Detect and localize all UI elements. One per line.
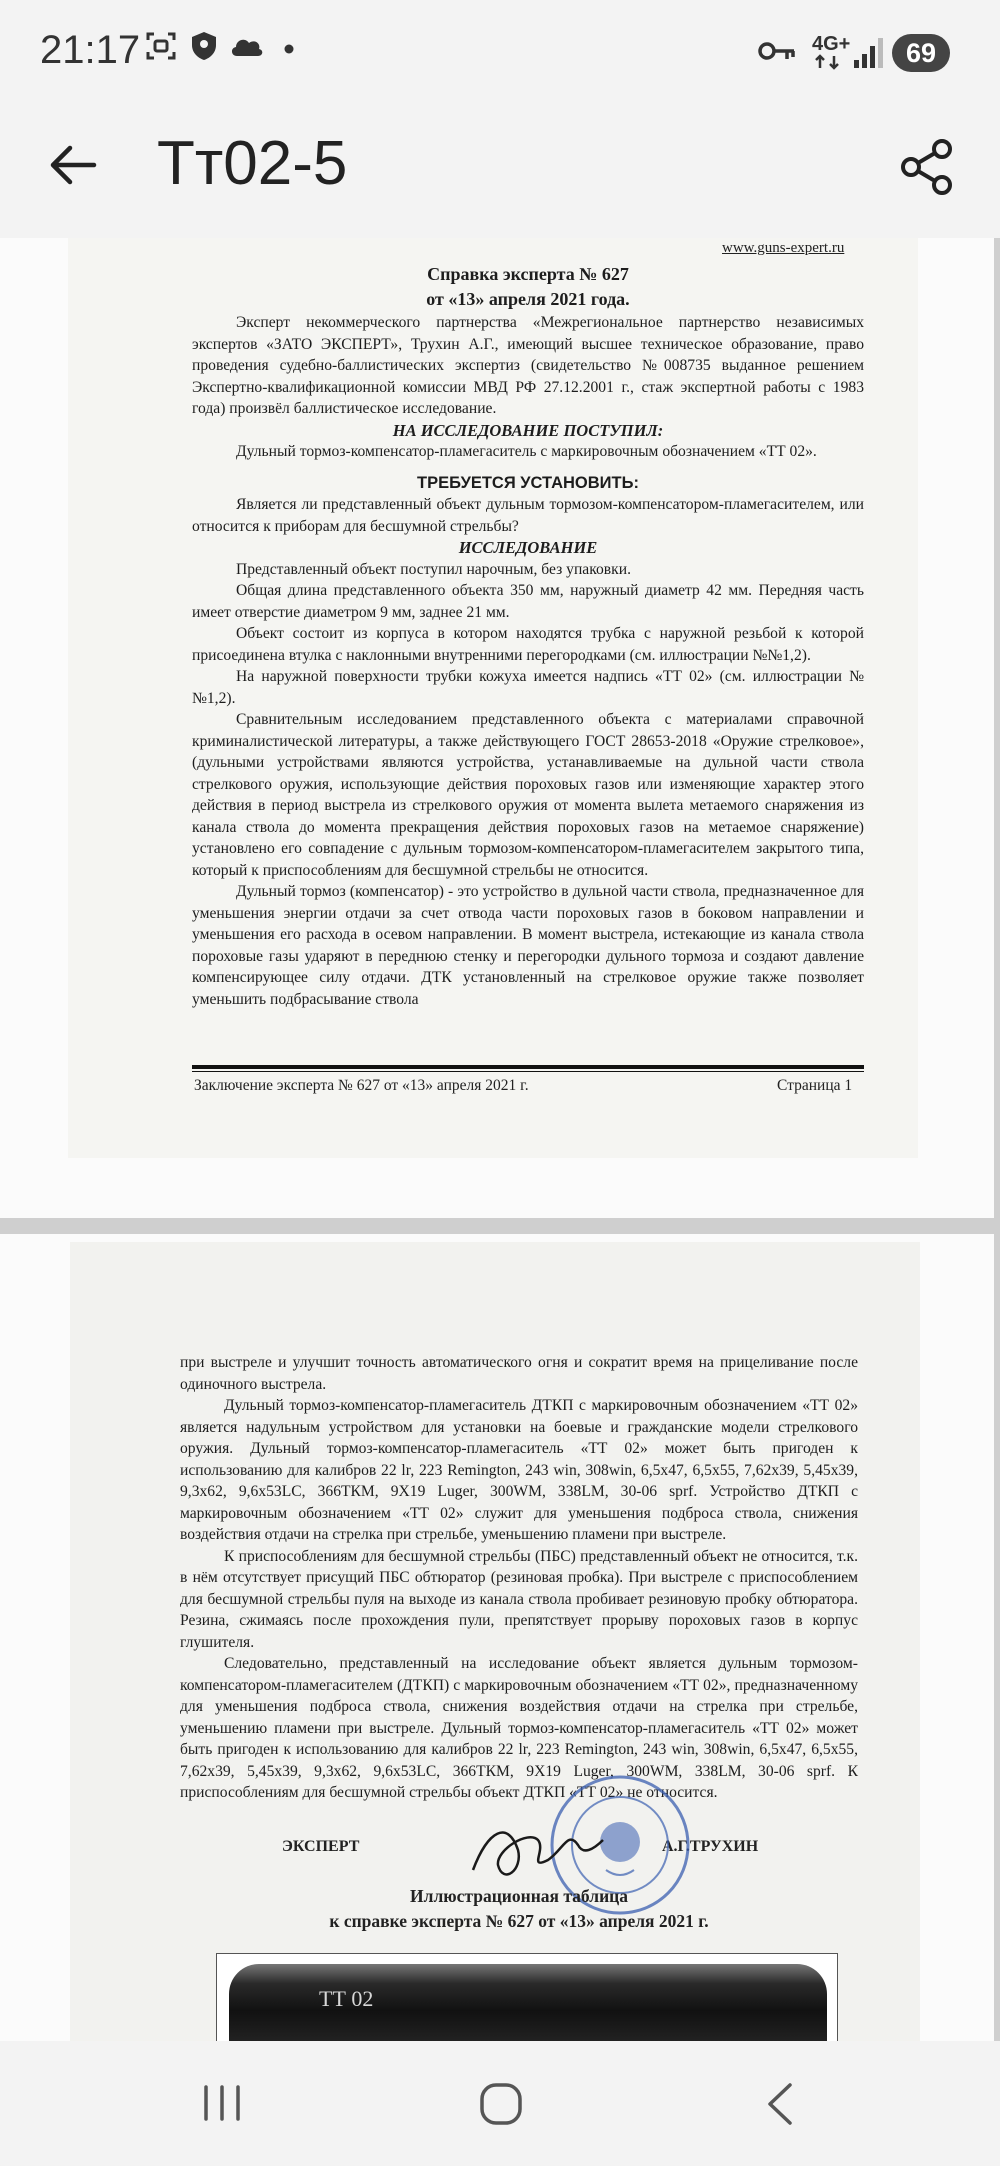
photo-label: ТТ 02	[319, 1986, 374, 2011]
back-arrow-icon[interactable]	[48, 140, 98, 190]
received-text: Дульный тормоз-компенсатор-пламегаситель с маркировочным обозначением «ТТ 02».	[236, 443, 817, 460]
signature	[468, 1810, 608, 1890]
page-footer-right: Страница 1	[777, 1077, 853, 1094]
doc-heading: Справка эксперта № 627	[427, 264, 629, 284]
section-research: ИССЛЕДОВАНИЕ	[458, 538, 598, 557]
research-p1: Представленный объект поступил нарочным, без упаковки.	[236, 560, 631, 578]
status-bar	[0, 0, 1000, 105]
doc-date: от «13» апреля 2021 года.	[426, 289, 630, 309]
muzzle-device-photo	[229, 1964, 827, 2042]
recent-apps-icon[interactable]	[200, 2081, 244, 2125]
signal-icon	[852, 36, 886, 70]
p2-paragraph-3: К приспособлениям для бесшумной стрельбы (ПБС) представленный объект не относится, т.к. в нём отсутствует присущий ПБС обтюратор (резиновая пробка). При выстреле с приспособлением для бесшумной стрельбы пуля на выходе из канала ствола пробивает резиновую пробку обтюратора. Резина, сжимаясь после прохождения пули, препятствует прорыву пороховых газов в корпус глушителя.	[180, 1547, 858, 1651]
network-type: 4G+	[812, 33, 851, 55]
section-received: НА ИССЛЕДОВАНИЕ ПОСТУПИЛ:	[392, 420, 664, 440]
status-time: 21:17	[40, 28, 141, 72]
site-url: www.guns-expert.ru	[722, 240, 845, 256]
research-p2: Общая длина представленного объекта 350 мм, наружный диаметр 42 мм. Передняя часть имеет отверстие диаметром 9 мм, заднее 21 мм.	[192, 582, 864, 621]
footer-rule-thin	[192, 1071, 864, 1072]
dot-icon	[284, 44, 294, 54]
p2-paragraph-4: Следовательно, представленный на исследование объект является дульным тормозом-компенсатором-пламегасителем (ДТКП) с маркировочным обозначением «ТТ 02», предназначенному для уменьшения подброса ствола, снижения воздействия отдачи на стрелка при стрельбе, уменьшению пламени при выстреле. Дульный тормоз-компенсатор-пламегаситель «ТТ 02» может быть пригоден к использованию для калибров 22 lr, 223 Remington, 243 win, 308win, 6,5х47, 6,5х55, 7,62х39, 5,45х39, 9,3х62, 9,6х53LC, 366ТКМ, 9Х19 Luger, 300WM, 338LM, 30-06 sprf. К приспособлениям для бесшумной стрельбы объект ДТКП «ТТ 02» не относится.	[180, 1655, 858, 1801]
research-p5: Сравнительным исследованием представленного объекта с материалами справочной криминалистической литературы, а также действующего ГОСТ 28653-2018 «Оружие стрелковое», (дульными устройствами являются устройства, устанавливаемые на дульной части ствола стрелкового оружия, использующие действия пороховых газов или изменяющие характер этого действия в период выстрела из стрелкового оружия от момента вылета метаемого снаряжения из канала ствола до момента прекращения действия пороховых газов на метаемое снаряжение) установлено его совпадение с дульным тормозом-компенсатором-пламегасителем закрытого типа, который к приспособлениям для бесшумной стрельбы не относится.	[192, 711, 864, 879]
doc-intro: Эксперт некоммерческого партнерства «Межрегиональное партнерство независимых экспертов «ЗАТО ЭКСПЕРТ», Трухин А.Г., имеющий высшее техническое образование, право проведения судебно-баллистических экспертиз (свидетельство №008735 выданное решением Экспертно-квалификационной комиссии МВД РФ 27.12.2001 г., стаж экспертной работы с 1983 года) произвёл баллистическое исследование.	[192, 314, 864, 417]
battery-icon: 69	[892, 34, 950, 72]
page1-body	[192, 262, 864, 1010]
shield-icon	[190, 30, 218, 62]
footer-rule-thick	[192, 1065, 864, 1069]
share-icon[interactable]	[900, 138, 954, 196]
screenshot-icon	[145, 30, 177, 62]
key-icon	[757, 38, 797, 64]
navigation-bar	[0, 2041, 1000, 2166]
back-icon[interactable]	[760, 2081, 804, 2127]
illustration-photo	[216, 1953, 838, 2042]
p2-paragraph-1: при выстреле и улучшит точность автоматического огня и сократит время на прицеливание после одиночного выстрела.	[180, 1354, 858, 1393]
section-required: ТРЕБУЕТСЯ УСТАНОВИТЬ:	[417, 473, 639, 492]
page-footer-left: Заключение эксперта № 627 от «13» апреля 2021 г.	[194, 1077, 529, 1094]
app-bar	[0, 105, 1000, 238]
expert-label: ЭКСПЕРТ	[282, 1838, 360, 1855]
research-p4: На наружной поверхности трубки кожуха имеется надпись «ТТ 02» (см. иллюстрации №№1,2).	[192, 668, 864, 707]
research-p3: Объект состоит из корпуса в котором находятся трубка с наружной резьбой к которой присоединена втулка с наклонными внутренними перегородками (см. иллюстрации №№1,2).	[192, 625, 864, 664]
data-arrows-icon	[813, 54, 843, 70]
p2-paragraph-2: Дульный тормоз-компенсатор-пламегаситель ДТКП с маркировочным обозначением «ТТ 02» является надульным устройством для установки на боевые и гражданские модели стрелкового оружия. Дульный тормоз-компенсатор-пламегаситель «ТТ 02» может быть пригоден к использованию для калибров 22 lr, 223 Remington, 243 win, 308win, 6,5х47, 6,5х55, 7,62х39, 5,45х39, 9,3х62, 9,6х53LC, 366ТКМ, 9Х19 Luger, 300WM, 338LM, 30-06 sprf. Устройство ДТКП с маркировочным обозначением «ТТ 02» служит для уменьшения подброса ствола, снижения воздействия отдачи на стрелка при стрельбе, уменьшению пламени при выстреле.	[180, 1397, 858, 1543]
home-icon[interactable]	[478, 2081, 524, 2127]
expert-name: А.Г.ТРУХИН	[662, 1838, 759, 1855]
illustration-subtitle: к справке эксперта № 627 от «13» апреля 2021 г.	[329, 1911, 709, 1931]
page2-body	[180, 1352, 858, 1804]
illustration-title: Иллюстрационная таблица	[410, 1886, 628, 1906]
cloud-icon	[228, 30, 266, 62]
page-title: Тт02-5	[157, 129, 348, 198]
required-text: Является ли представленный объект дульным тормозом-компенсатором-пламегасителем, или относится к приборам для бесшумной стрельбы?	[192, 496, 864, 535]
research-p6: Дульный тормоз (компенсатор) - это устройство в дульной части ствола, предназначенное для уменьшения энергии отдачи за счет отвода части пороховых газов в боковом направлении и уменьшения его расхода в осевом направлении. В момент выстрела, истекающие из канала ствола пороховые газы ударяют в переднюю стенку и перегородки дульного тормоза и создают давление компенсирующее силу отдачи. ДТК установленный на стрелковое оружие также позволяет уменьшить подбрасывание ствола	[192, 883, 864, 1008]
